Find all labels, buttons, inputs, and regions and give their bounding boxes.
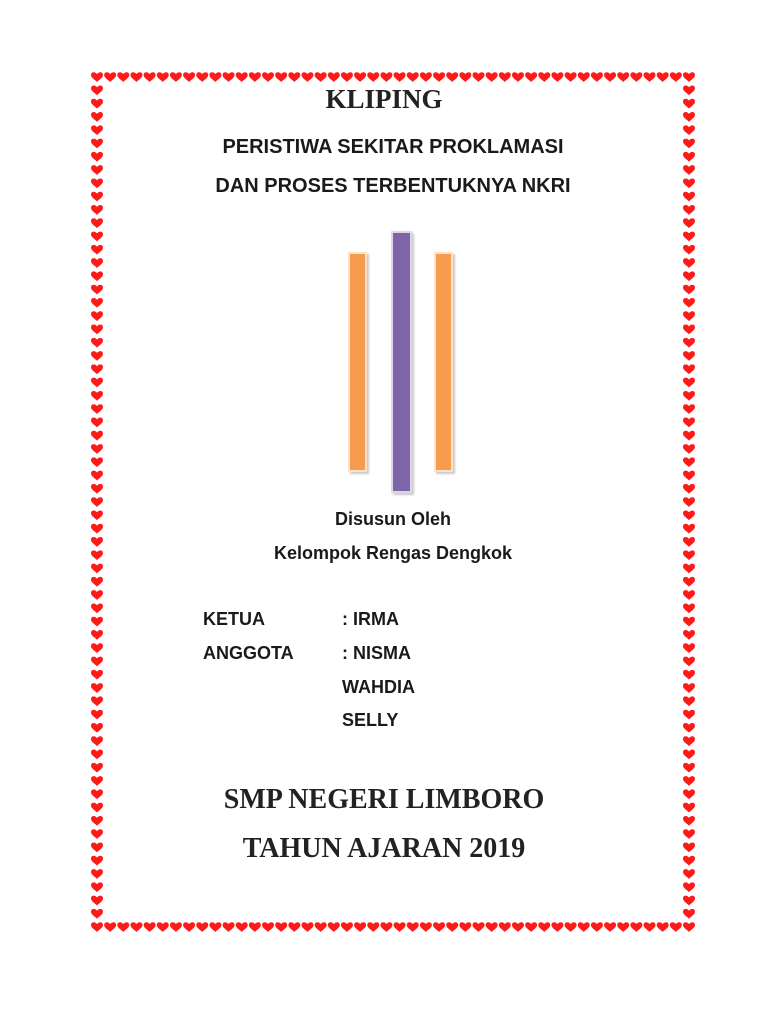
heart-icon [644, 922, 656, 932]
heart-icon [91, 285, 103, 295]
heart-icon [130, 72, 142, 82]
heart-icon [683, 922, 695, 932]
heart-icon [459, 922, 471, 932]
heart-icon [683, 736, 695, 746]
heart-icon [512, 922, 524, 932]
document-title: KLIPING [325, 84, 443, 114]
heart-icon [683, 577, 695, 587]
heart-icon [380, 922, 392, 932]
heart-icon [341, 72, 353, 82]
heart-icon [275, 922, 287, 932]
school-name: SMP NEGERI LIMBORO [223, 784, 545, 815]
heart-icon [104, 922, 116, 932]
decorative-bar-right [434, 252, 453, 472]
heart-icon [223, 72, 235, 82]
heart-icon [91, 431, 103, 441]
heart-icon [183, 922, 195, 932]
heart-icon [367, 72, 379, 82]
heart-icon [683, 232, 695, 242]
heart-icon [683, 497, 695, 507]
heart-icon [683, 431, 695, 441]
heart-icon [630, 922, 642, 932]
heart-icon [328, 922, 340, 932]
heart-icon [91, 338, 103, 348]
heart-icon [91, 418, 103, 428]
heart-icon [91, 603, 103, 613]
heart-icon [604, 72, 616, 82]
heart-icon [683, 218, 695, 228]
heart-icon [91, 882, 103, 892]
heart-icon [525, 922, 537, 932]
heart-icon [91, 484, 103, 494]
heart-icon [683, 72, 695, 82]
decorative-bar-middle [391, 231, 412, 493]
heart-icon [209, 72, 221, 82]
heart-icon [104, 72, 116, 82]
heart-icon [91, 364, 103, 374]
heart-icon [354, 72, 366, 82]
heart-icon [551, 922, 563, 932]
heart-icon [249, 72, 261, 82]
heart-icon [433, 72, 445, 82]
heart-icon [91, 763, 103, 773]
heart-icon [683, 351, 695, 361]
heart-icon [683, 763, 695, 773]
heart-icon [578, 922, 590, 932]
heart-icon [91, 72, 103, 82]
heart-icon [683, 670, 695, 680]
heart-icon [512, 72, 524, 82]
heart-icon [394, 72, 406, 82]
heart-icon [617, 922, 629, 932]
heart-icon [367, 922, 379, 932]
heart-icon [157, 72, 169, 82]
heart-icon [223, 922, 235, 932]
heart-icon [91, 391, 103, 401]
heart-icon [683, 750, 695, 760]
member-item: SELLY [342, 710, 399, 730]
heart-icon [117, 72, 129, 82]
heart-icon [209, 922, 221, 932]
heart-icon [459, 72, 471, 82]
heart-icon [91, 325, 103, 335]
heart-icon [262, 72, 274, 82]
heart-icon [91, 896, 103, 906]
heart-icon [683, 165, 695, 175]
heart-icon [446, 922, 458, 932]
heart-icon [91, 617, 103, 627]
heart-icon [262, 922, 274, 932]
heart-icon [683, 125, 695, 135]
heart-icon [473, 72, 485, 82]
heart-icon [91, 736, 103, 746]
heart-icon [617, 72, 629, 82]
heart-icon [551, 72, 563, 82]
decorative-bar-left [348, 252, 367, 472]
heart-icon [183, 72, 195, 82]
heart-icon [657, 922, 669, 932]
heart-icon [683, 311, 695, 321]
heart-icon [91, 670, 103, 680]
heart-icon [91, 750, 103, 760]
heart-icon [683, 617, 695, 627]
heart-icon [683, 909, 695, 919]
heart-icon [683, 391, 695, 401]
heart-icon [683, 418, 695, 428]
heart-icon [565, 72, 577, 82]
heart-icon [91, 378, 103, 388]
heart-icon [91, 723, 103, 733]
heart-icon [91, 497, 103, 507]
heart-icon [565, 922, 577, 932]
heart-icon [420, 72, 432, 82]
heart-icon [236, 922, 248, 932]
member-item: WAHDIA [342, 677, 415, 697]
heart-icon [604, 922, 616, 932]
heart-icon [630, 72, 642, 82]
heart-icon [91, 311, 103, 321]
heart-icon [144, 922, 156, 932]
heart-icon [91, 245, 103, 255]
subtitle-line-2: DAN PROSES TERBENTUKNYA NKRI [215, 175, 571, 197]
heart-icon [683, 590, 695, 600]
heart-icon [407, 72, 419, 82]
heart-icon [91, 590, 103, 600]
heart-icon [683, 457, 695, 467]
heart-icon [407, 922, 419, 932]
heart-icon [91, 577, 103, 587]
heart-icon [91, 564, 103, 574]
heart-icon [91, 444, 103, 454]
heart-icon [683, 271, 695, 281]
heart-icon [91, 643, 103, 653]
heart-icon [473, 922, 485, 932]
heart-icon [91, 457, 103, 467]
compiled-by-label: Disusun Oleh [334, 509, 451, 529]
heart-icon [315, 922, 327, 932]
heart-icon [591, 922, 603, 932]
heart-icon [683, 484, 695, 494]
heart-icon [538, 922, 550, 932]
member-item: : NISMA [342, 643, 411, 663]
heart-icon [683, 245, 695, 255]
heart-icon [91, 125, 103, 135]
leader-label: KETUA [203, 609, 265, 629]
heart-icon [301, 922, 313, 932]
heart-icon [91, 258, 103, 268]
heart-icon [683, 338, 695, 348]
heart-icon [315, 72, 327, 82]
heart-icon [683, 643, 695, 653]
heart-icon [157, 922, 169, 932]
heart-icon [683, 723, 695, 733]
heart-icon [91, 696, 103, 706]
heart-icon [433, 922, 445, 932]
heart-icon [341, 922, 353, 932]
heart-icon [683, 258, 695, 268]
heart-icon [538, 72, 550, 82]
heart-icon [196, 72, 208, 82]
heart-icon [91, 471, 103, 481]
heart-icon [683, 444, 695, 454]
heart-icon [91, 404, 103, 414]
heart-icon [130, 922, 142, 932]
heart-icon [91, 298, 103, 308]
heart-icon [578, 72, 590, 82]
heart-icon [380, 72, 392, 82]
heart-icon [683, 298, 695, 308]
heart-icon [91, 205, 103, 215]
heart-icon [91, 710, 103, 720]
heart-icon [683, 364, 695, 374]
heart-icon [499, 922, 511, 932]
heart-icon [328, 72, 340, 82]
heart-icon [354, 922, 366, 932]
heart-icon [683, 471, 695, 481]
heart-icon [301, 72, 313, 82]
heart-icon [683, 657, 695, 667]
heart-icon [657, 72, 669, 82]
leader-value: : IRMA [342, 609, 399, 629]
heart-icon [683, 603, 695, 613]
heart-icon [525, 72, 537, 82]
heart-icon [91, 816, 103, 826]
heart-icon [683, 325, 695, 335]
heart-icon [683, 710, 695, 720]
heart-icon [91, 232, 103, 242]
heart-icon [670, 72, 682, 82]
heart-icon [644, 72, 656, 82]
heart-icon [683, 404, 695, 414]
heart-icon [196, 922, 208, 932]
heart-icon [683, 683, 695, 693]
group-name: Kelompok Rengas Dengkok [273, 543, 513, 563]
heart-icon [499, 72, 511, 82]
heart-icon [486, 72, 498, 82]
heart-icon [683, 882, 695, 892]
heart-icon [683, 869, 695, 879]
heart-icon [486, 922, 498, 932]
heart-icon [591, 72, 603, 82]
heart-icon [91, 869, 103, 879]
heart-icon [275, 72, 287, 82]
heart-icon [446, 72, 458, 82]
heart-icon [683, 564, 695, 574]
heart-icon [288, 922, 300, 932]
subtitle-line-1: PERISTIWA SEKITAR PROKLAMASI [222, 136, 564, 158]
academic-year: TAHUN AJARAN 2019 [242, 833, 526, 864]
heart-icon [236, 72, 248, 82]
heart-icon [683, 285, 695, 295]
heart-icon [117, 922, 129, 932]
heart-icon [144, 72, 156, 82]
heart-icon [170, 72, 182, 82]
heart-icon [394, 922, 406, 932]
heart-icon [91, 909, 103, 919]
heart-icon [249, 922, 261, 932]
heart-icon [683, 378, 695, 388]
heart-icon [91, 271, 103, 281]
heart-icon [91, 165, 103, 175]
heart-icon [91, 922, 103, 932]
heart-icon [91, 657, 103, 667]
heart-icon [683, 205, 695, 215]
heart-icon [91, 630, 103, 640]
members-label: ANGGOTA [203, 643, 294, 663]
heart-icon [683, 816, 695, 826]
heart-icon [683, 896, 695, 906]
heart-icon [683, 630, 695, 640]
heart-icon [288, 72, 300, 82]
heart-icon [670, 922, 682, 932]
heart-icon [91, 683, 103, 693]
heart-icon [420, 922, 432, 932]
heart-icon [683, 696, 695, 706]
heart-icon [170, 922, 182, 932]
heart-icon [91, 218, 103, 228]
heart-icon [91, 351, 103, 361]
